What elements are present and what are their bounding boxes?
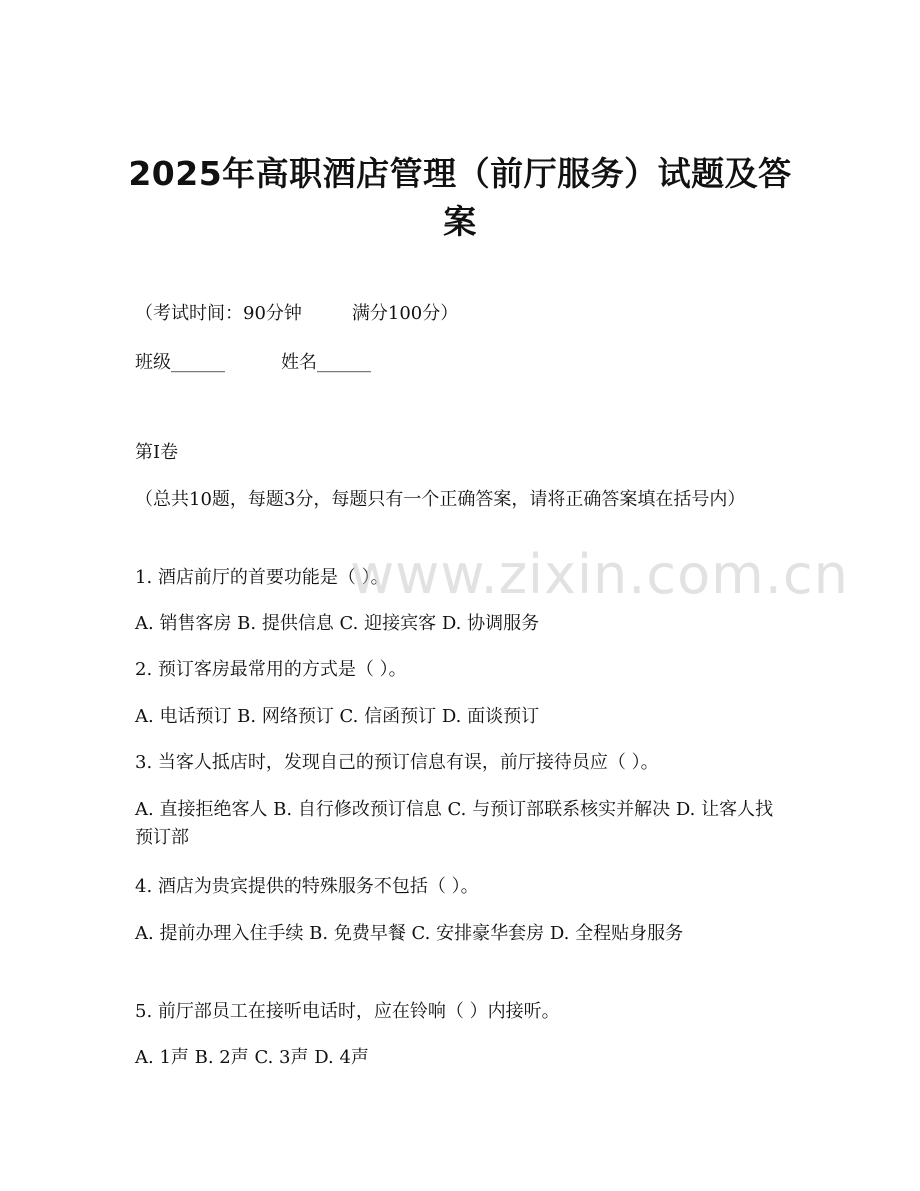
section-instructions: （总共10题，每题3分，每题只有一个正确答案，请将正确答案填在括号内） [135,489,746,510]
question-3-options: A. 直接拒绝客人 B. 自行修改预订信息 C. 与预订部联系核实并解决 D. 让客人找预订部 [135,799,774,848]
student-info [135,349,795,377]
question-5-stem: 5. 前厅部员工在接听电话时，应在铃响（ ）内接听。 [135,1001,560,1022]
exam-time: （考试时间：90分钟 [135,303,302,324]
class-field: 班级______ [135,352,225,373]
question-2-options: A. 电话预订 B. 网络预订 C. 信函预订 D. 面谈预订 [135,706,540,727]
question-3-stem: 3. 当客人抵店时，发现自己的预订信息有误，前厅接待员应（ ）。 [135,752,659,773]
exam-score: 满分100分） [351,303,459,324]
question-2-stem: 2. 预订客房最常用的方式是（ ）。 [135,659,407,680]
question-1-stem: 1. 酒店前厅的首要功能是（ ）。 [135,567,389,588]
question-4-options: A. 提前办理入住手续 B. 免费早餐 C. 安排豪华套房 D. 全程贴身服务 [135,923,684,944]
document-title: 2025年高职酒店管理（前厅服务）试题及答案 [128,154,792,241]
question-4-stem: 4. 酒店为贵宾提供的特殊服务不包括（ ）。 [135,876,479,897]
watermark-text: www.zixin.com.cn [350,543,849,606]
name-field: 姓名______ [281,352,371,373]
volume-heading: 第I卷 [135,442,179,463]
exam-info [135,300,795,328]
question-1-options: A. 销售客房 B. 提供信息 C. 迎接宾客 D. 协调服务 [135,613,540,634]
question-5-options: A. 1声 B. 2声 C. 3声 D. 4声 [135,1047,369,1068]
